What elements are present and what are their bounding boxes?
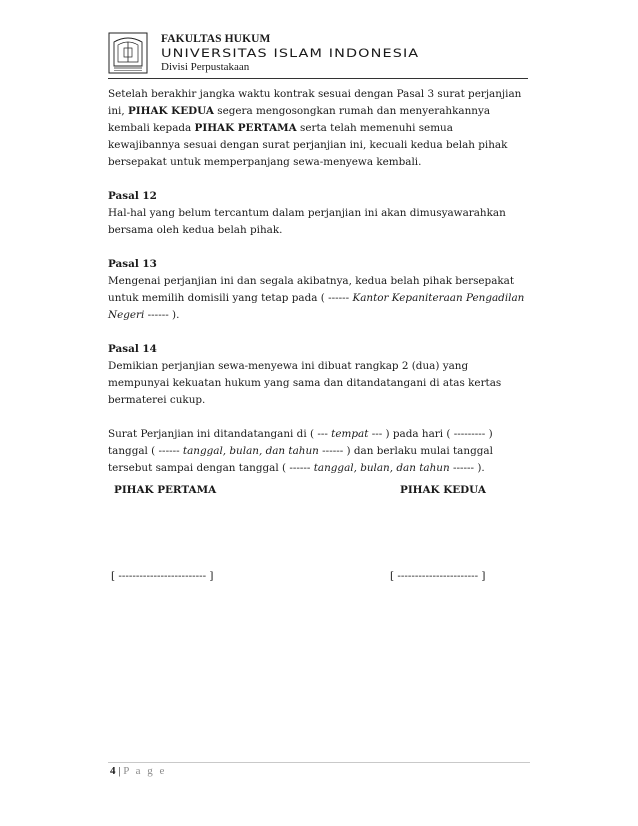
intro-line-5: bersepakat untuk memperpanjang sewa-menyewa kembali. bbox=[108, 156, 422, 168]
intro-line-4: kewajibannya sesuai dengan surat perjanjian ini, kecuali kedua belah pihak bbox=[108, 139, 508, 151]
pasal-14-line-2: mempunyai kekuatan hukum yang sama dan ditandatangani di atas kertas bbox=[108, 377, 502, 389]
header-text bbox=[161, 32, 420, 74]
pihak-kedua-label: PIHAK KEDUA bbox=[400, 484, 486, 496]
header-divider bbox=[108, 78, 528, 79]
university-name: UNIVERSITAS ISLAM INDONESIA bbox=[161, 46, 420, 60]
page-footer bbox=[110, 765, 166, 777]
closing-line-1: Surat Perjanjian ini ditandatangani di ( --- tempat --- ) pada hari ( --------- ) bbox=[108, 428, 493, 440]
pasal-14-line-3: bermaterei cukup. bbox=[108, 394, 206, 406]
pihak-kedua-ref: PIHAK KEDUA bbox=[127, 105, 214, 117]
pasal-12-line-1: Hal-hal yang belum tercantum dalam perjanjian ini akan dimusyawarahkan bbox=[108, 207, 506, 219]
intro-line-2: ini, PIHAK KEDUA segera mengosongkan rumah dan menyerahkannya bbox=[108, 105, 491, 117]
pasal-13-line-3: Negeri ------ ). bbox=[108, 309, 180, 321]
pasal-14-line-1: Demikian perjanjian sewa-menyewa ini dibuat rangkap 2 (dua) yang bbox=[108, 360, 469, 372]
document-header bbox=[108, 32, 528, 78]
footer-divider bbox=[108, 762, 530, 763]
pasal-14-heading: Pasal 14 bbox=[108, 343, 157, 355]
page-number: 4 bbox=[110, 765, 116, 777]
pasal-12-heading: Pasal 12 bbox=[108, 190, 157, 202]
pasal-13-line-1: Mengenai perjanjian ini dan segala akibatnya, kedua belah pihak bersepakat bbox=[108, 275, 515, 287]
pihak-pertama-ref: PIHAK PERTAMA bbox=[194, 122, 297, 134]
page-word: P a g e bbox=[123, 765, 167, 777]
pihak-pertama-label: PIHAK PERTAMA bbox=[114, 484, 217, 496]
closing-line-2: tanggal ( ------ tanggal, bulan, dan tahun ------ ) dan berlaku mulai tanggal bbox=[108, 445, 493, 457]
intro-line-1: Setelah berakhir jangka waktu kontrak sesuai dengan Pasal 3 surat perjanjian bbox=[108, 88, 522, 100]
pihak-pertama-signature-line: [ ------------------------- ] bbox=[111, 570, 214, 582]
division-name: Divisi Perpustakaan bbox=[161, 61, 250, 73]
footer-separator: | bbox=[115, 765, 124, 777]
pihak-kedua-signature-line: [ ----------------------- ] bbox=[390, 570, 486, 582]
pasal-12-line-2: bersama oleh kedua belah pihak. bbox=[108, 224, 283, 236]
pasal-13-heading: Pasal 13 bbox=[108, 258, 157, 270]
closing-line-3: tersebut sampai dengan tanggal ( ------ tanggal, bulan, dan tahun ------ ). bbox=[108, 462, 485, 474]
faculty-name: FAKULTAS HUKUM bbox=[161, 33, 271, 45]
document-body bbox=[108, 86, 530, 477]
intro-line-3: kembali kepada PIHAK PERTAMA serta telah memenuhi semua bbox=[108, 122, 453, 134]
university-logo-icon bbox=[108, 32, 148, 74]
pasal-13-line-2: untuk memilih domisili yang tetap pada ( ------ Kantor Kepaniteraan Pengadilan bbox=[108, 292, 525, 304]
